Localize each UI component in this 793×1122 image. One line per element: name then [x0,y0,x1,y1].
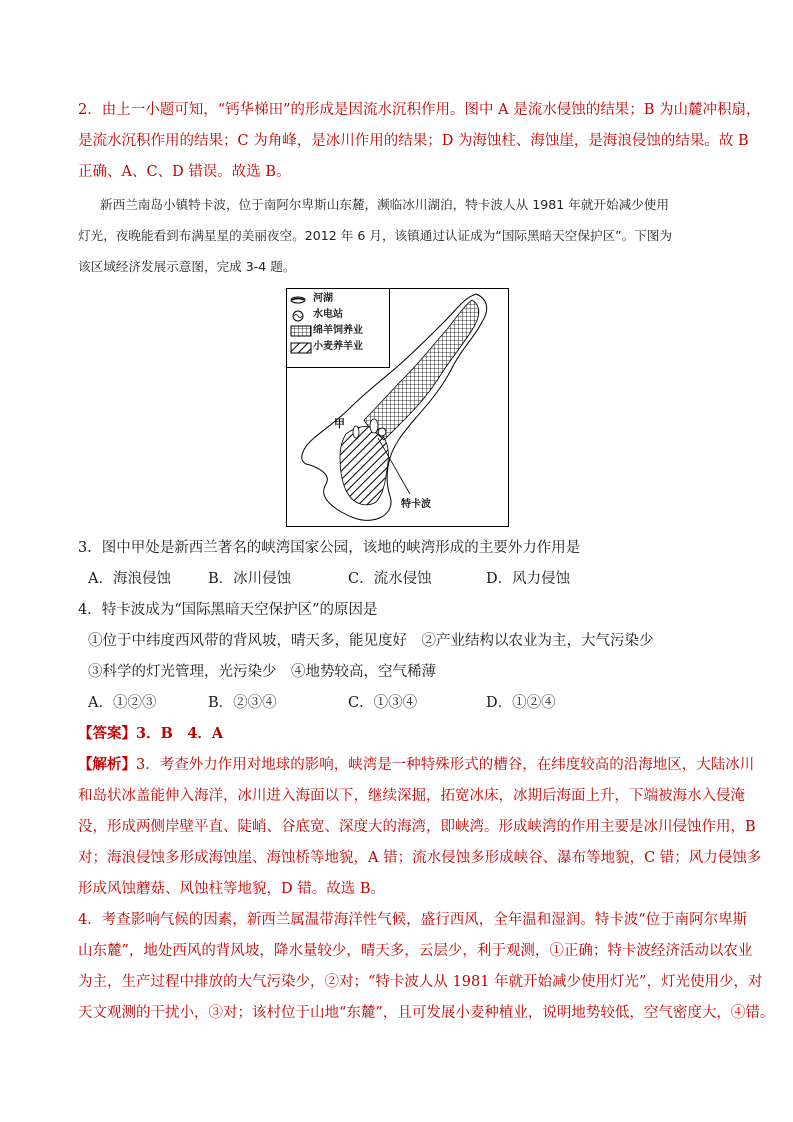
q2-line: 是流水沉积作用的结果；C 为角峰，是冰川作用的结果；D 为海蚀柱、海蚀崖，是海浪侵蚀的结果。故 B [78,133,749,149]
q4-item-line: ③科学的灯光管理，光污染少 ④地势较高，空气稀薄 [88,664,436,680]
hydropower-icon [378,428,386,436]
q4-item-line: ①位于中纬度西风带的背风坡，晴天多，能见度好 ②产业结构以农业为主，大气污染少 [88,633,654,649]
lead-line: 灯光，夜晚能看到布满星星的美丽夜空。2012 年 6 月，该镇通过认证成为“国际黑暗天空保护区”。下图为 [78,228,673,243]
lead-line: 该区域经济发展示意图，完成 3-4 题。 [78,259,296,274]
legend-label: 绵羊饲养业 [313,325,363,336]
analysis-line: 和岛状冰盖能伸入海洋，冰川进入海面以下，继续深掘，拓宽冰床，冰期后海面上升，下端被海水入侵淹 [78,788,745,804]
map-legend-labels [313,292,363,356]
q3-option-d[interactable]: D．风力侵蚀 [486,571,571,587]
q4-option-b[interactable]: B．②③④ [208,695,277,711]
q2-line: 2．由上一小题可知，“钙华梯田”的形成是因流水沉积作用。图中 A 是流水侵蚀的结果；B 为山麓冲积扇， [78,102,761,118]
wheat-sheep-legend-swatch [291,343,311,353]
sheep-legend-swatch [291,326,311,336]
answer-line [78,724,223,744]
analysis-line: 4．考查影响气候的因素，新西兰属温带海洋性气候，盛行西风，全年温和湿润。特卡波“位于南阿尔卑斯 [78,912,748,928]
answer-text: 3．B 4．A [136,725,224,742]
analysis-line: 天文观测的干扰小，③对；该村位于山地“东麓”，且可发展小麦种植业，说明地势较低，空气密度大，④错。 [78,1005,775,1021]
answer-tag: 【答案】 [78,725,136,742]
q4-option-d[interactable]: D．①②④ [486,695,556,711]
wheat-sheep-zone [340,427,389,505]
analysis-line: 形成风蚀蘑菇、风蚀柱等地貌，D 错。故选 B。 [78,881,385,897]
q2-line: 正确、A、C、D 错误。故选 B。 [78,164,291,180]
analysis-tag: 【解析】 [78,756,136,773]
q3-option-c[interactable]: C．流水侵蚀 [348,571,432,587]
map-label-jia: 甲 [334,417,345,430]
analysis-text: 3．考查外力作用对地球的影响，峡湾是一种特殊形式的槽谷，在纬度较高的沿海地区，大陆冰川 [136,757,755,773]
q3-option-a[interactable]: A．海浪侵蚀 [88,571,171,587]
q4-option-a[interactable]: A．①②③ [88,695,157,711]
lake-icon [353,426,359,438]
analysis-line: 山东麓”，地处西风的背风坡，降水量较少，晴天多，云层少，利于观测，①正确；特卡波经济活动以农业 [78,943,753,959]
legend-label: 小麦养羊业 [313,341,363,352]
legend-label: 水电站 [313,309,343,320]
economic-map-figure [286,288,509,527]
lead-line: 新西兰南岛小镇特卡波，位于南阿尔卑斯山东麓，濒临冰川湖泊，特卡波人从 1981 年就开始减少使用 [100,197,669,212]
q3-options [78,569,718,589]
q4-option-c[interactable]: C．①③④ [348,695,418,711]
q4-stem: 4．特卡波成为“国际黑暗天空保护区”的原因是 [78,602,378,618]
lake-icon [370,419,378,433]
q4-options [78,693,718,713]
map-label-tekapo: 特卡波 [401,499,431,510]
q3-stem: 3．图中甲处是新西兰著名的峡湾国家公园，该地的峡湾形成的主要外力作用是 [78,540,581,556]
analysis-line: 为主，生产过程中排放的大气污染少，②对；“特卡波人从 1981 年就开始减少使用灯光”，灯光使用少，对 [78,974,763,990]
q3-option-b[interactable]: B．冰川侵蚀 [208,571,292,587]
legend-label: 河湖 [313,293,333,304]
analysis-line [78,755,754,775]
analysis-line: 对；海浪侵蚀多形成海蚀崖、海蚀桥等地貌，A 错；流水侵蚀多形成峡谷、瀑布等地貌，C 错；风力侵蚀多 [78,850,762,866]
analysis-line: 没，形成两侧岸壁平直、陡峭、谷底宽、深度大的海湾，即峡湾。形成峡湾的作用主要是冰川侵蚀作用，B [78,819,756,835]
